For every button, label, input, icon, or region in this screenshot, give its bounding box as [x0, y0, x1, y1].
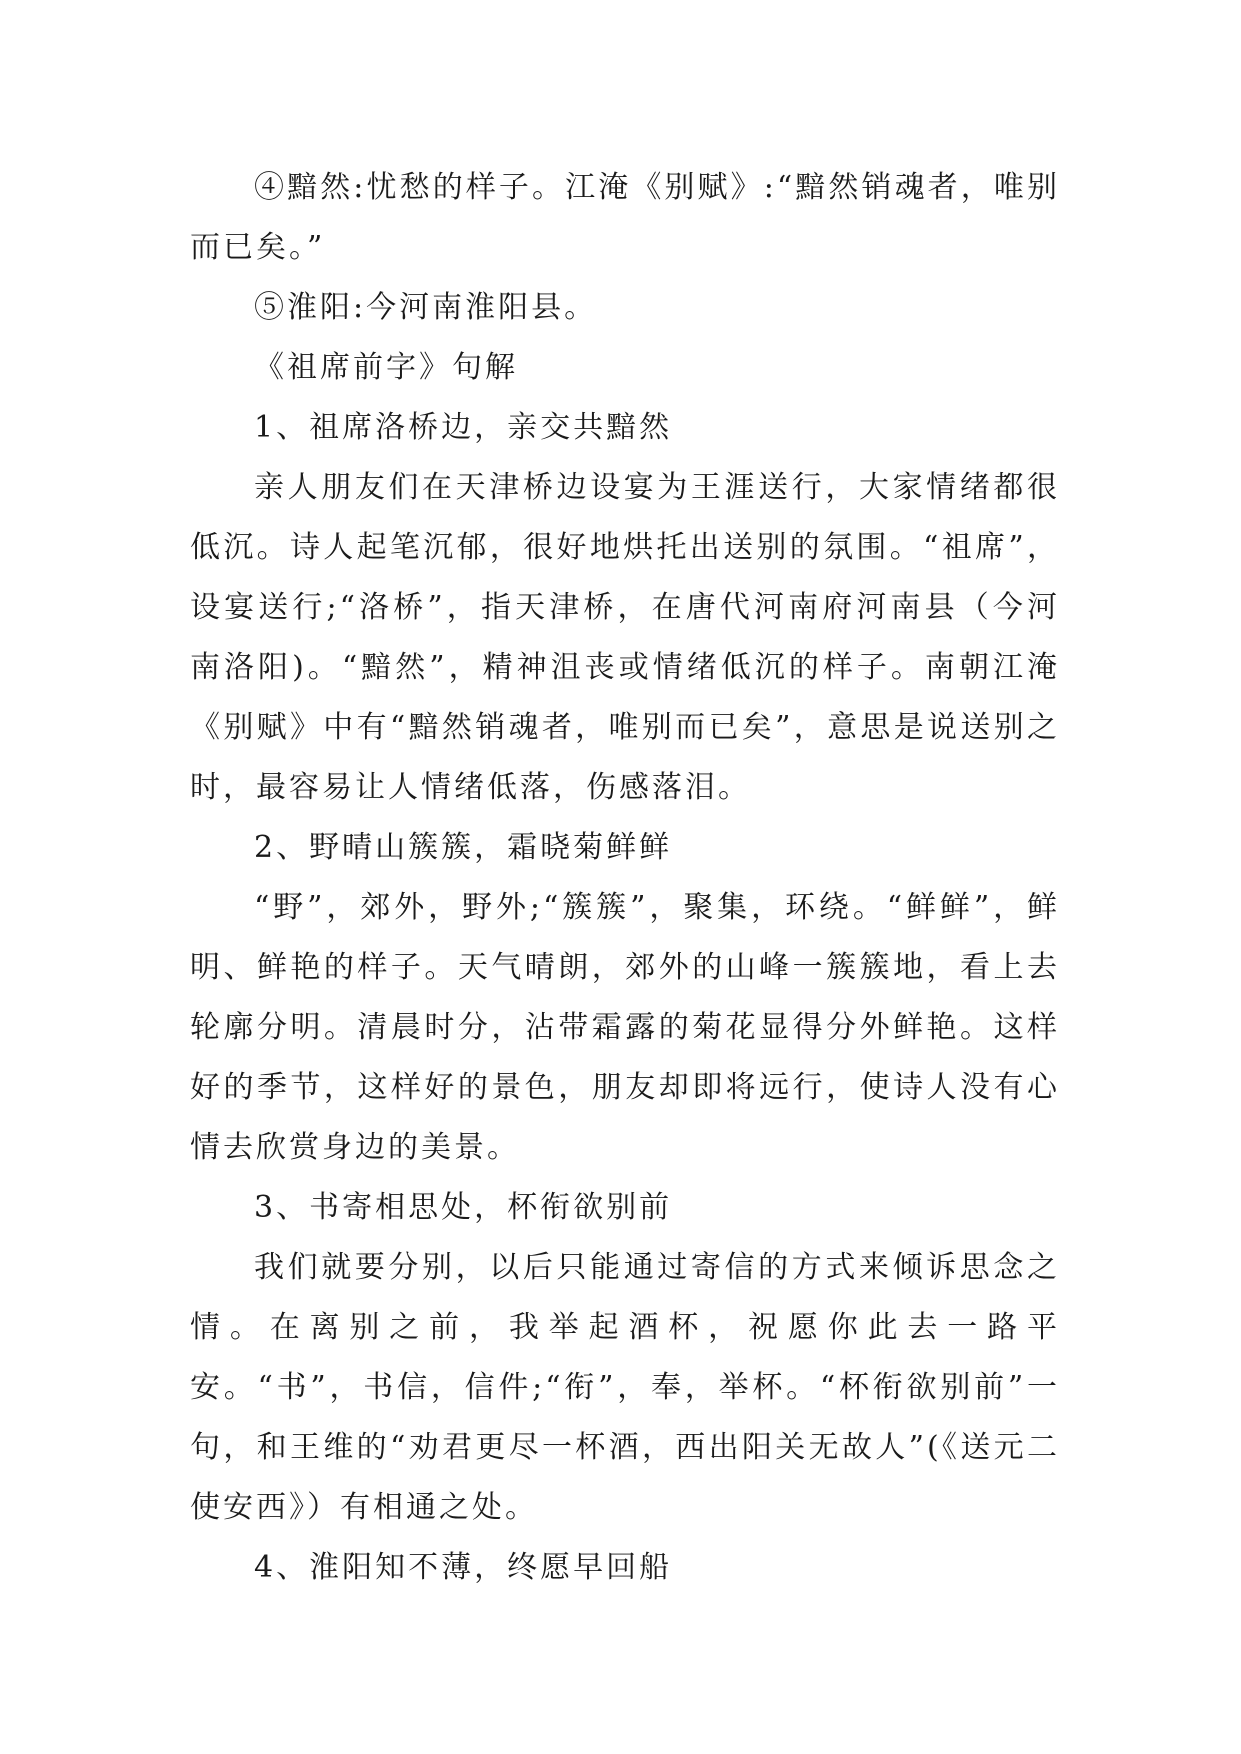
verse-line-4: 4、淮阳知不薄，终愿早回船 — [254, 1550, 673, 1585]
verse-line-1: 1、祖席洛桥边，亲交共黯然 — [254, 410, 673, 445]
explanation-2: “野”，郊外，野外;“簇簇”，聚集，环绕。“鲜鲜”，鲜明、鲜艳的样子。天气晴朗，郊外的山峰一簇簇地，看上去轮廓分明。清晨时分，沾带霜露的菊花显得分外鲜艳。这样好的季节，这样好的景色，朋友却即将远行，使诗人没有心情去欣赏身边的美景。 — [190, 890, 1060, 1165]
verse-line-3: 3、书寄相思处，杯衔欲别前 — [254, 1190, 673, 1225]
section-heading: 《祖席前字》句解 — [254, 350, 518, 385]
footnote-5: ⑤淮阳:今河南淮阳县。 — [254, 290, 598, 325]
verse-line-2: 2、野晴山簇簇，霜晓菊鲜鲜 — [254, 830, 673, 865]
document-body — [190, 158, 1060, 1598]
explanation-3: 我们就要分别，以后只能通过寄信的方式来倾诉思念之情。在离别之前，我举起酒杯，祝愿你此去一路平安。“书”，书信，信件;“衔”，奉，举杯。“杯衔欲别前”一句，和王维的“劝君更尽一杯酒，西出阳关无故人”(《送元二使安西》）有相通之处。 — [190, 1250, 1060, 1525]
footnote-4: ④黯然:忧愁的样子。江淹《别赋》:“黯然销魂者，唯别而已矣。” — [190, 170, 1060, 265]
explanation-1: 亲人朋友们在天津桥边设宴为王涯送行，大家情绪都很低沉。诗人起笔沉郁，很好地烘托出送别的氛围。“祖席”，设宴送行;“洛桥”，指天津桥，在唐代河南府河南县（今河南洛阳)。“黯然”，精神沮丧或情绪低沉的样子。南朝江淹《别赋》中有“黯然销魂者，唯别而已矣”，意思是说送别之时，最容易让人情绪低落，伤感落泪。 — [190, 470, 1060, 805]
